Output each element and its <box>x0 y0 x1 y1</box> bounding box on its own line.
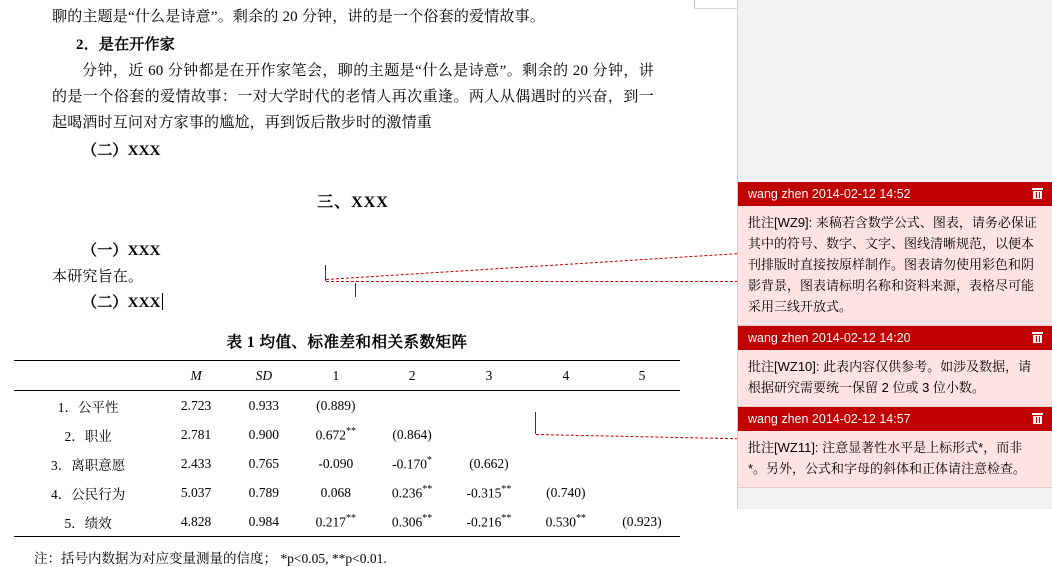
table-cell-c2: 0.236** <box>391 483 433 501</box>
page-edge-divider-horizontal <box>694 8 737 9</box>
trash-can <box>1033 191 1042 199</box>
table-cell-sd: 0.765 <box>248 455 280 471</box>
table-cell-c2 <box>374 391 450 421</box>
table-cell-c4 <box>528 420 604 449</box>
table-cell-c1: -0.090 <box>318 455 354 471</box>
paragraph-subheading-er: （二）XXX <box>82 143 161 159</box>
trash-can <box>1033 335 1042 343</box>
table-cell-c5 <box>604 420 680 449</box>
table-cell-sd: 0.900 <box>248 426 280 442</box>
paragraph-3: 分钟，近 60 分钟都是在开作家笔会，聊的主题是“什么是诗意”。剩余的 20 分钟，讲的是一个俗套的爱情故事：一对大学时代的老情人再次重逢。两人从偶遇时的兴奋，到一起喝酒时互问对方家事的尴尬，再到饭后散步时的激情重 <box>52 63 654 131</box>
table-cell-c2: (0.864) <box>392 426 432 442</box>
table-header-1: 1 <box>298 361 374 391</box>
table-cell-c5 <box>604 478 680 507</box>
table-cell-c4 <box>528 449 604 478</box>
table-cell-c5 <box>604 449 680 478</box>
section-heading-three: 三、XXX <box>317 194 389 211</box>
table-cell-m: 4.828 <box>162 507 230 537</box>
table-cell-c4: 0.530** <box>528 507 604 537</box>
comment-text-3[interactable]: 批注[WZ11]: 注意显著性水平是上标形式*，而非*。另外，公式和字母的斜体和正体请注意检查。 <box>738 431 1052 488</box>
table-cell-c4: (0.740) <box>546 484 586 500</box>
table-header-m: M <box>162 361 230 391</box>
table-cell-m: 2.723 <box>180 397 212 413</box>
comment-text-1[interactable]: 批注[WZ9]: 来稿若含数学公式、图表，请务必保证其中的符号、数字、文字、图线清晰规范，以便本刊排版时直接按原样制作。图表请勿使用彩色和阴影背景，图表请标明名称和资料来源，表格尽可能采用三线开放式。 <box>738 206 1052 326</box>
table-row[interactable] <box>14 478 680 507</box>
table-cell-c4 <box>528 391 604 421</box>
table-cell-c3: (0.662) <box>469 455 509 471</box>
table-cell-c3 <box>450 420 527 449</box>
paragraph-subheading-yi: （一）XXX <box>82 243 161 259</box>
table-cell-c2: 0.306** <box>374 507 450 537</box>
comment-card-1[interactable] <box>738 182 1052 326</box>
trash-lid <box>1032 332 1043 334</box>
table-header-3: 3 <box>450 361 527 391</box>
table-row-label: 4．公民行为 <box>51 486 126 502</box>
table-header-row <box>14 361 680 391</box>
table-caption: 表 1 均值、标准差和相关系数矩阵 <box>226 334 468 351</box>
trash-lid <box>1032 413 1043 415</box>
trash-lid <box>1032 188 1043 190</box>
table-body <box>14 391 680 537</box>
comment-card-3[interactable] <box>738 407 1052 488</box>
table-cell-sd: 0.789 <box>248 484 280 500</box>
comment-spacer <box>738 0 1052 182</box>
subheading-er-2-text: （二）XXX <box>82 295 161 311</box>
paragraph-research-aim: 本研究旨在。 <box>52 269 144 285</box>
table-cell-c5 <box>604 391 680 421</box>
comment-card-2[interactable] <box>738 326 1052 407</box>
comment-header-3[interactable] <box>738 407 1052 431</box>
comment-author-timestamp-1: wang zhen 2014-02-12 14:52 <box>748 186 911 201</box>
comment-text-2[interactable]: 批注[WZ10]: 此表内容仅供参考。如涉及数据，请根据研究需要统一保留 2 位或 3 位小数。 <box>738 350 1052 407</box>
comment-pane[interactable] <box>737 0 1052 509</box>
text-cursor <box>162 293 163 310</box>
table-header-4: 4 <box>528 361 604 391</box>
table-row-label: 5．绩效 <box>14 507 162 537</box>
trash-can <box>1033 416 1042 424</box>
table-row[interactable] <box>14 507 680 537</box>
table-cell-c3: -0.216** <box>450 507 527 537</box>
table-row-label: 2．职业 <box>64 428 112 444</box>
trash-icon[interactable] <box>1031 187 1044 200</box>
table-row[interactable] <box>14 449 680 478</box>
table-row-label: 1．公平性 <box>57 399 119 415</box>
table-cell-c3: -0.315** <box>466 483 512 501</box>
table-cell-c1: 0.068 <box>320 484 351 500</box>
table-cell-m: 2.781 <box>180 426 212 442</box>
statistics-table[interactable] <box>14 360 680 537</box>
table-cell-c3 <box>450 391 527 421</box>
paragraph-subheading-er-2 <box>0 290 694 316</box>
table-cell-c5: (0.923) <box>604 507 680 537</box>
table-header-2: 2 <box>374 361 450 391</box>
trash-icon[interactable] <box>1031 412 1044 425</box>
table-cell-c2: -0.170* <box>392 454 433 472</box>
trash-icon[interactable] <box>1031 331 1044 344</box>
table-header-blank <box>14 361 162 391</box>
table-head <box>14 361 680 391</box>
statistics-table-wrapper[interactable] <box>14 360 680 537</box>
comment-header-2[interactable] <box>738 326 1052 350</box>
table-cell-c1: (0.889) <box>316 397 356 413</box>
table-header-sd: SD <box>230 361 298 391</box>
table-cell-c1: 0.672** <box>315 425 356 443</box>
paragraph-heading-2: 2．是在开作家 <box>76 37 175 53</box>
table-cell-sd: 0.984 <box>230 507 298 537</box>
comment-author-timestamp-3: wang zhen 2014-02-12 14:57 <box>748 411 911 426</box>
table-cell-m: 2.433 <box>180 455 212 471</box>
table-row[interactable] <box>14 391 680 421</box>
table-cell-c1: 0.217** <box>298 507 374 537</box>
table-note: 注：括号内数据为对应变量测量的信度； *p<0.05, **p<0.01. <box>34 551 387 566</box>
comment-author-timestamp-2: wang zhen 2014-02-12 14:20 <box>748 330 911 345</box>
table-header-5: 5 <box>604 361 680 391</box>
table-cell-m: 5.037 <box>180 484 212 500</box>
comment-header-1[interactable] <box>738 182 1052 206</box>
table-row-label: 3．离职意愿 <box>51 457 126 473</box>
table-row[interactable] <box>14 420 680 449</box>
paragraph-1: 聊的主题是“什么是诗意”。剩余的 20 分钟，讲的是一个俗套的爱情故事。 <box>52 9 546 25</box>
table-cell-sd: 0.933 <box>248 397 280 413</box>
